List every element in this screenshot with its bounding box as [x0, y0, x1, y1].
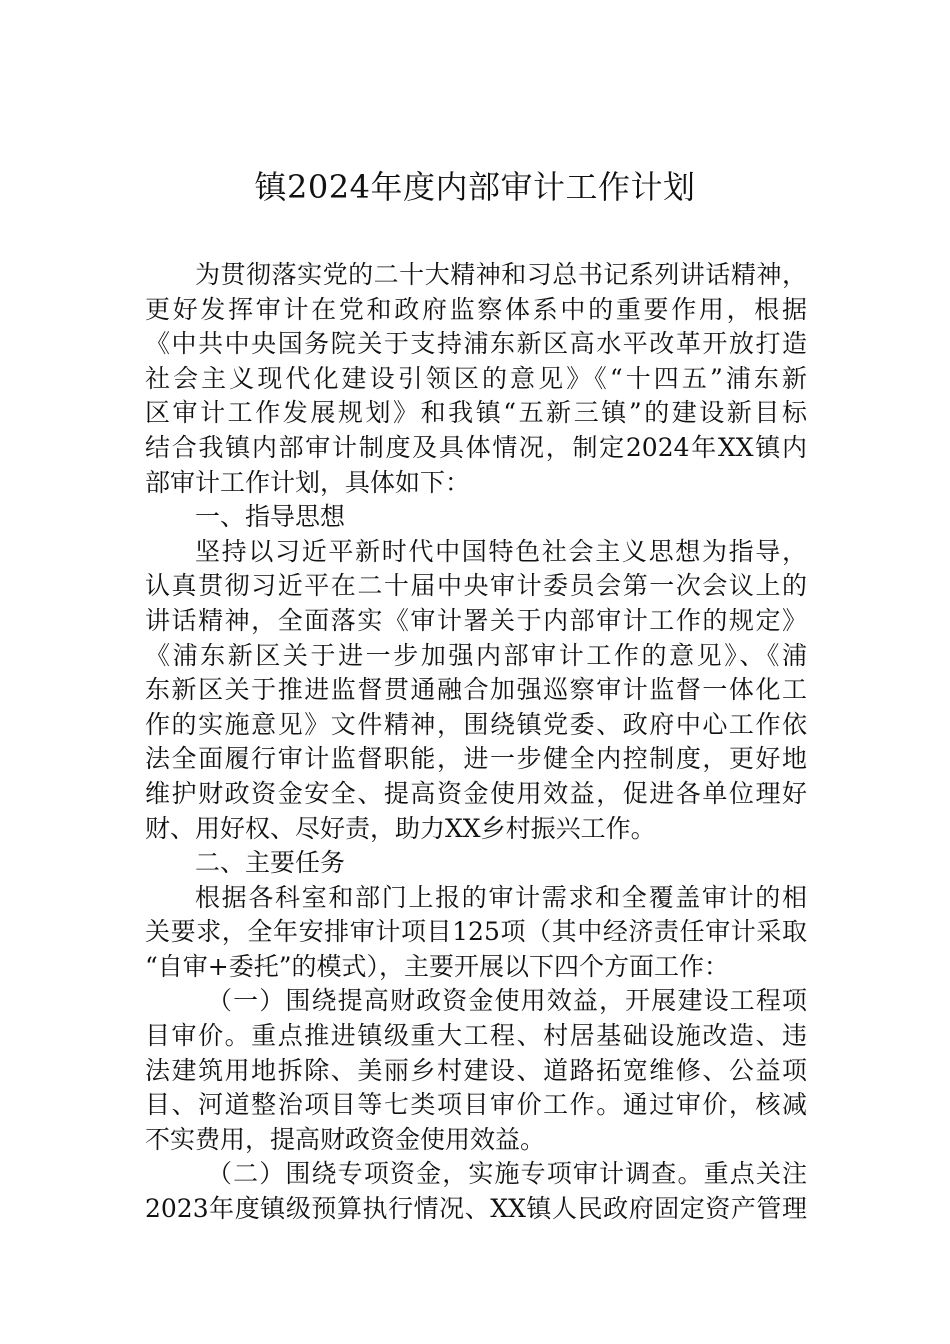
body-line-2: 更好发挥审计在党和政府监察体系中的重要作用，根据: [145, 294, 807, 324]
body-line-9: 坚持以习近平新时代中国特色社会主义思想为指导，: [195, 536, 807, 566]
section-heading-2: 二、主要任务: [195, 848, 346, 878]
body-line-26: 不实费用，提高财政资金使用效益。: [145, 1124, 546, 1154]
section-heading-1: 一、指导思想: [195, 502, 346, 532]
body-line-17: 财、用好权、尽好责，助力XX乡村振兴工作。: [145, 813, 656, 843]
body-line-4: 社会主义现代化建设引领区的意见》《“十四五”浦东新: [145, 363, 807, 393]
document-body: [145, 258, 807, 1227]
body-line-25: 目、河道整治项目等七类项目审价工作。通过审价，核减: [145, 1090, 807, 1120]
body-line-23: 目审价。重点推进镇级重大工程、村居基础设施改造、违: [145, 1021, 807, 1051]
body-line-19: 根据各科室和部门上报的审计需求和全覆盖审计的相: [195, 882, 807, 912]
body-line-5: 区审计工作发展规划》和我镇“五新三镇”的建设新目标: [145, 398, 807, 428]
body-line-28: 2023年度镇级预算执行情况、XX镇人民政府固定资产管理: [145, 1194, 807, 1224]
body-line-6: 结合我镇内部审计制度及具体情况，制定2024年XX镇内: [145, 432, 807, 462]
body-line-21: “自审+委托”的模式），主要开展以下四个方面工作：: [145, 951, 730, 981]
body-line-10: 认真贯彻习近平在二十届中央审计委员会第一次会议上的: [145, 571, 807, 601]
body-line-12: 《浦东新区关于进一步加强内部审计工作的意见》、《浦: [145, 640, 807, 670]
body-line-20: 关要求，全年安排审计项目125项（其中经济责任审计采取: [145, 917, 807, 947]
body-line-3: 《中共中央国务院关于支持浦东新区高水平改革开放打造: [145, 329, 807, 359]
body-line-7: 部审计工作计划，具体如下：: [145, 467, 471, 497]
body-line-13: 东新区关于推进监督贯通融合加强巡察审计监督一体化工: [145, 675, 807, 705]
body-line-16: 维护财政资金安全、提高资金使用效益，促进各单位理好: [145, 778, 807, 808]
document-title: 镇2024年度内部审计工作计划: [254, 168, 696, 206]
body-line-14: 作的实施意见》文件精神，围绕镇党委、政府中心工作依: [145, 709, 807, 739]
body-line-15: 法全面履行审计监督职能，进一步健全内控制度，更好地: [145, 744, 807, 774]
body-line-27: （二）围绕专项资金，实施专项审计调查。重点关注: [207, 1159, 807, 1189]
body-line-22: （一）围绕提高财政资金使用效益，开展建设工程项: [207, 986, 807, 1016]
body-line-1: 为贯彻落实党的二十大精神和习总书记系列讲话精神，: [195, 260, 807, 289]
body-line-24: 法建筑用地拆除、美丽乡村建设、道路拓宽维修、公益项: [145, 1055, 807, 1085]
body-line-11: 讲话精神，全面落实《审计署关于内部审计工作的规定》: [145, 605, 807, 635]
